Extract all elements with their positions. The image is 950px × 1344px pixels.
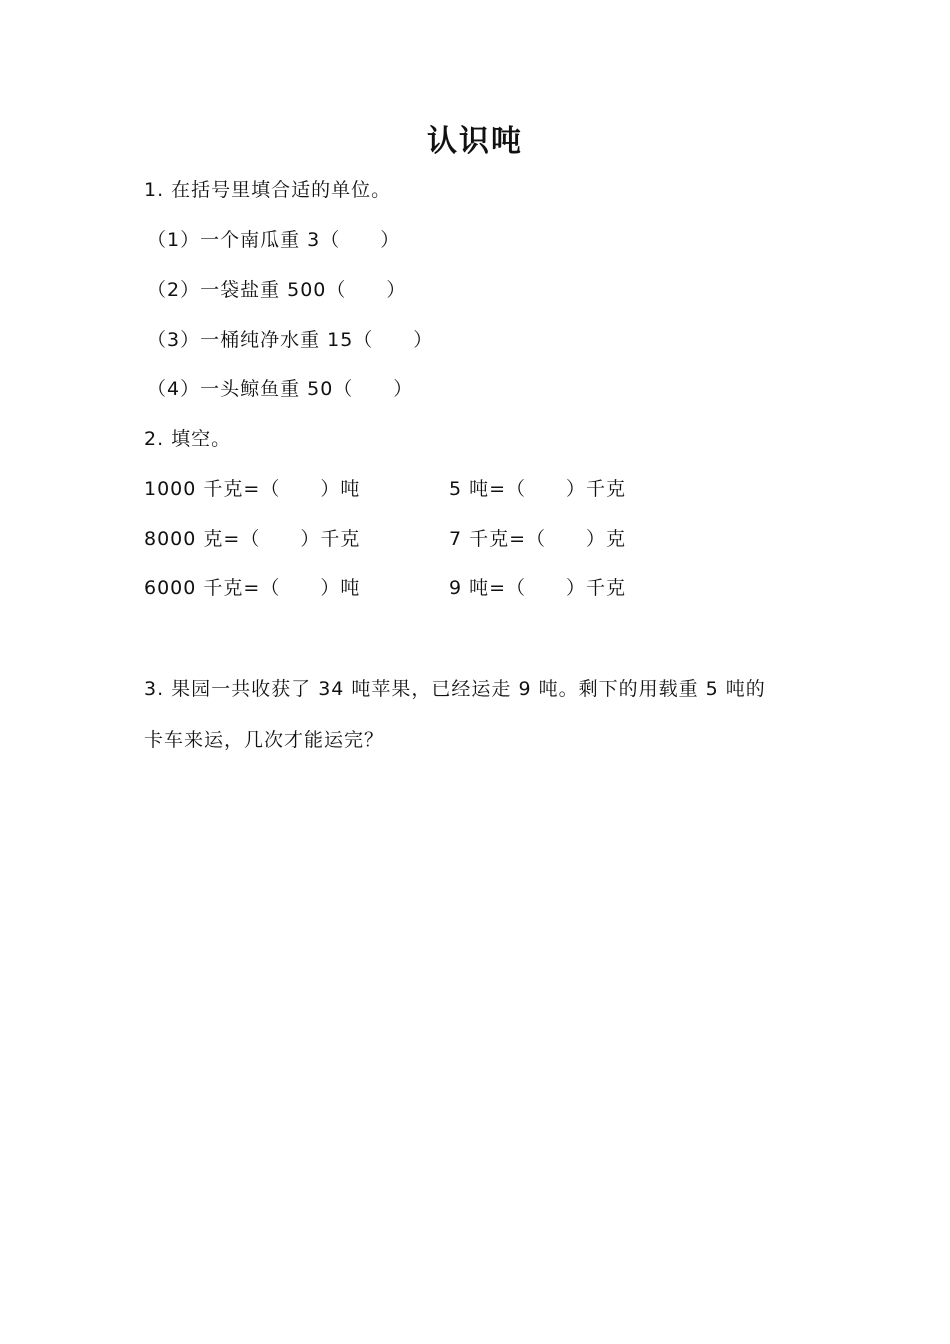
question-1-item-1: （1）一个南瓜重 3（ ） <box>147 229 401 251</box>
question-3-line-2: 卡车来运，几次才能运完？ <box>144 729 385 751</box>
question-2-row-1-right: 5 吨=（ ）千克 <box>449 478 627 500</box>
question-3-line-1: 3. 果园一共收获了 34 吨苹果，已经运走 9 吨。剩下的用载重 5 吨的 <box>144 678 766 700</box>
question-1-item-3: （3）一桶纯净水重 15（ ） <box>147 329 434 351</box>
question-2-row-3-left: 6000 千克=（ ）吨 <box>144 577 361 599</box>
question-1-item-4: （4）一头鲸鱼重 50（ ） <box>147 378 414 400</box>
question-2-row-2-right: 7 千克=（ ）克 <box>449 528 627 550</box>
page-title: 认识吨 <box>427 124 523 159</box>
question-2-row-1-left: 1000 千克=（ ）吨 <box>144 478 361 500</box>
question-1-item-2: （2）一袋盐重 500（ ） <box>147 279 407 301</box>
question-2-row-3-right: 9 吨=（ ）千克 <box>449 577 627 599</box>
question-2-heading: 2. 填空。 <box>144 428 232 450</box>
question-1-heading: 1. 在括号里填合适的单位。 <box>144 179 392 201</box>
question-2-row-2-left: 8000 克=（ ）千克 <box>144 528 361 550</box>
